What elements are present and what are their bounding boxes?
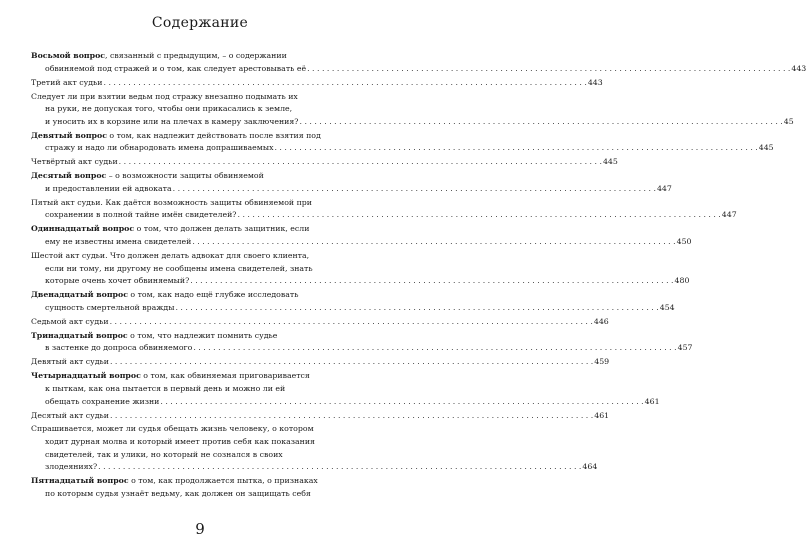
toc-leader-dots (110, 356, 593, 369)
toc-entry-line-text: Спрашивается, может ли судья обещать жизнь человеку, о котором (31, 424, 314, 434)
toc-entry (31, 91, 794, 129)
toc-entry-line-text: – о возможности защиты обвиняемой (106, 171, 264, 181)
toc-entry-line (31, 436, 376, 449)
toc-page-number: 464 (582, 462, 598, 472)
toc-entry-line (31, 250, 376, 263)
toc-entry-line (31, 342, 693, 355)
toc-entry-line (31, 449, 376, 462)
toc-leader-dots (307, 63, 790, 76)
toc-entry-line-text: и предоставлении ей адвоката (45, 183, 172, 193)
toc-entry-line (31, 370, 376, 383)
toc-entry (31, 423, 598, 473)
toc-entry-line (31, 91, 376, 104)
toc-entry-line (31, 461, 598, 474)
toc-entry (31, 197, 737, 222)
toc-entry-line (31, 50, 376, 63)
toc-entry-text (31, 50, 287, 63)
toc-entry-text (31, 316, 109, 329)
toc-entry-line-text: Седьмой акт судьи (31, 316, 109, 326)
page-title: Содержание (151, 15, 249, 31)
toc-entry (31, 410, 610, 423)
toc-entry-heading: Двенадцатый вопрос (31, 290, 128, 300)
toc-entry-line (31, 130, 376, 143)
toc-entry-line-text: Третий акт судьи (31, 77, 103, 87)
toc-entry-text (45, 488, 311, 501)
toc-entry-text (31, 250, 309, 263)
toc-entry-text (31, 170, 264, 183)
toc-entry (31, 356, 610, 369)
toc-leader-dots (192, 236, 675, 249)
toc-entry-line (31, 383, 376, 396)
toc-entry-line (31, 275, 690, 288)
toc-entry-text (31, 130, 321, 143)
toc-entry-text (45, 103, 292, 116)
toc-entry-line (31, 356, 610, 369)
toc-entry-line (31, 330, 376, 343)
toc-entry-line-text: о том, как надо ещё глубже исследовать (127, 290, 299, 300)
toc-page-number: 461 (644, 396, 660, 406)
toc-page-number: 446 (593, 316, 609, 326)
toc-entry (31, 316, 609, 329)
toc-entry-text (31, 410, 109, 423)
toc-entry-line (31, 488, 376, 501)
toc-entry-line-text: о том, как обвиняемая приговаривается (140, 371, 310, 381)
page-number: 9 (195, 520, 205, 538)
toc-entry-line (31, 103, 376, 116)
toc-entry-heading: Пятнадцатый вопрос (31, 476, 129, 486)
toc-entry-text (45, 142, 273, 155)
toc-entry-line (31, 289, 376, 302)
toc-page-number: 450 (676, 237, 692, 247)
toc-entry-line-text: о том, как продолжается пытка, о признаках (128, 476, 318, 486)
toc-entry-line-text: сущность смертельной вражды (45, 302, 175, 312)
toc-entry-line-text: Десятый акт судьи (31, 410, 109, 420)
toc-entry-text (45, 342, 192, 355)
toc-entry-line-text: к пыткам, как она пытается в первый день и можно ли ей (45, 383, 286, 393)
toc-entry-line-text: ходит дурная молва и который имеет против себя как показания (45, 437, 315, 447)
table-of-contents (31, 50, 806, 502)
toc-entry-line-text: если ни тому, ни другому не сообщены имена свидетелей, знать (45, 263, 313, 273)
toc-entry-line (31, 209, 737, 222)
toc-entry (31, 130, 774, 155)
toc-page-number: 454 (659, 302, 675, 312)
toc-entry (31, 223, 692, 248)
toc-leader-dots (274, 142, 757, 155)
toc-entry-line-text: которые очень хочет обвиняемый? (45, 276, 190, 286)
toc-entry-line-text: сохранении в полной тайне имён свидетелей? (45, 210, 237, 220)
toc-entry-line (31, 116, 794, 129)
toc-entry (31, 289, 675, 314)
toc-page-number: 461 (594, 410, 610, 420)
toc-entry-heading: Восьмой вопрос (31, 51, 106, 60)
toc-entry-line (31, 183, 672, 196)
toc-entry-heading: Тринадцатый вопрос (31, 330, 128, 340)
toc-leader-dots (160, 396, 643, 409)
toc-page-number: 443 (791, 63, 806, 73)
toc-entry-heading: Десятый вопрос (31, 171, 107, 181)
toc-entry-line-text: обвиняемой под стражей и о том, как следует арестовывать её (45, 63, 307, 73)
toc-entry-line-text: ему не известны имена свидетелей (45, 237, 192, 247)
toc-page-number: 447 (656, 183, 672, 193)
toc-leader-dots (299, 116, 782, 129)
toc-entry-line-text: о том, как надлежит действовать после взятия под (106, 130, 321, 140)
toc-entry-text (45, 396, 159, 409)
toc-entry-text (45, 436, 315, 449)
toc-entry-line (31, 475, 376, 488)
toc-entry-text (45, 383, 285, 396)
toc-entry-line-text: Пятый акт судьи. Как даётся возможность защиты обвиняемой при (31, 197, 312, 207)
toc-entry-text (45, 263, 313, 276)
toc-leader-dots (190, 275, 673, 288)
toc-entry-line (31, 156, 618, 169)
toc-entry-text (31, 156, 118, 169)
toc-entry-line (31, 63, 806, 76)
toc-leader-dots (110, 316, 593, 329)
toc-entry-text (31, 475, 318, 488)
toc-leader-dots (119, 156, 602, 169)
toc-entry-line-text: обещать сохранение жизни (45, 396, 160, 406)
toc-entry-line (31, 263, 376, 276)
toc-entry-line (31, 170, 376, 183)
toc-entry-line-text: свидетелей, так и улики, но который не сознался в своих (45, 449, 283, 459)
toc-entry-heading: Девятый вопрос (31, 130, 107, 140)
toc-entry-text (31, 330, 277, 343)
toc-entry-line (31, 77, 603, 90)
toc-entry-text (45, 209, 237, 222)
toc-entry-text (45, 116, 298, 129)
toc-entry-text (31, 423, 314, 436)
toc-entry-line-text: на руки, не допуская того, чтобы они прикасались к земле, (45, 104, 293, 114)
toc-entry-text (45, 461, 97, 474)
toc-entry-text (31, 370, 310, 383)
toc-entry-text (31, 289, 298, 302)
toc-entry-line (31, 236, 692, 249)
toc-entry (31, 50, 806, 75)
toc-entry (31, 77, 603, 90)
toc-entry-line-text: , связанный с предыдущим, – о содержании (105, 51, 287, 60)
toc-entry-text (45, 302, 174, 315)
toc-entry (31, 475, 376, 500)
toc-entry-line (31, 410, 610, 423)
toc-leader-dots (193, 342, 676, 355)
toc-leader-dots (173, 183, 656, 196)
toc-entry-text (31, 77, 103, 90)
toc-entry-heading: Четырнадцатый вопрос (31, 371, 141, 381)
toc-leader-dots (110, 410, 593, 423)
toc-entry-text (45, 449, 283, 462)
toc-entry-line-text: Шестой акт судьи. Что должен делать адвокат для своего клиента, (31, 251, 310, 261)
toc-entry (31, 330, 693, 355)
toc-entry (31, 156, 618, 169)
toc-page-number: 447 (721, 210, 737, 220)
toc-entry-text (31, 91, 298, 104)
toc-entry-text (45, 236, 191, 249)
toc-entry-text (31, 223, 309, 236)
toc-entry-line-text: по которым судья узнаёт ведьму, как должен он защищать себя (45, 488, 311, 498)
toc-page-number: 459 (594, 357, 610, 367)
toc-entry-text (31, 356, 109, 369)
toc-entry-line-text: о том, что должен делать защитник, если (134, 224, 310, 234)
toc-entry-line-text: стражу и надо ли обнародовать имена допрашиваемых (45, 143, 274, 153)
toc-page-number: 45 (783, 116, 794, 126)
toc-page-number: 480 (674, 276, 690, 286)
toc-page-number: 445 (758, 143, 774, 153)
toc-entry-text (31, 197, 312, 210)
toc-entry-line (31, 423, 376, 436)
toc-entry-line (31, 302, 675, 315)
toc-entry-line-text: в застенке до допроса обвиняемого (45, 343, 193, 353)
toc-page-number: 443 (587, 77, 603, 87)
toc-entry-line-text: о том, что надлежит помнить судье (127, 330, 278, 340)
toc-entry-text (45, 63, 306, 76)
toc-entry (31, 370, 660, 408)
toc-entry-line (31, 223, 376, 236)
toc-entry-line-text: Следует ли при взятии ведьм под стражу внезапно подымать их (31, 91, 298, 101)
toc-entry (31, 250, 690, 288)
toc-entry-text (45, 183, 172, 196)
toc-entry-line (31, 396, 660, 409)
toc-page-number: 445 (602, 157, 618, 167)
toc-entry-heading: Одиннадцатый вопрос (31, 224, 135, 234)
toc-entry-line-text: Девятый акт судьи (31, 357, 109, 367)
toc-entry-line (31, 142, 774, 155)
toc-entry-line-text: злодеяниях? (45, 462, 98, 472)
toc-page-number: 457 (677, 343, 693, 353)
toc-entry-line-text: и уносить их в корзине или на плечах в камеру заключения? (45, 116, 299, 126)
toc-leader-dots (238, 209, 721, 222)
toc-entry-line-text: Четвёртый акт судьи (31, 157, 118, 167)
toc-entry-line (31, 197, 376, 210)
toc-leader-dots (98, 461, 581, 474)
toc-leader-dots (175, 302, 658, 315)
toc-leader-dots (104, 77, 587, 90)
toc-entry (31, 170, 672, 195)
toc-entry-text (45, 275, 189, 288)
toc-entry-line (31, 316, 609, 329)
